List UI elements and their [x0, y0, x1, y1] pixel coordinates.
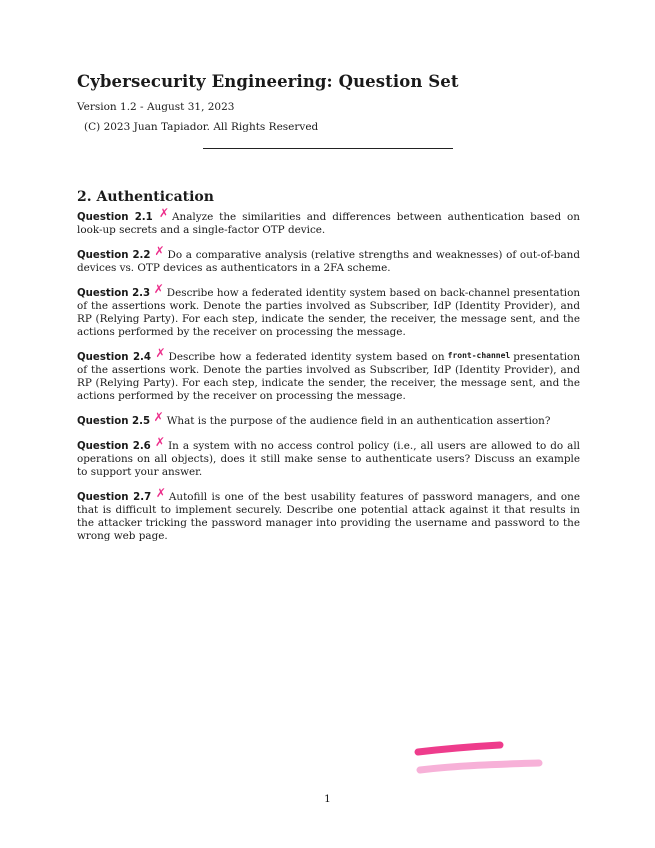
question-2-1 [77, 206, 581, 237]
x-mark-icon: ✗ [155, 346, 166, 360]
highlight-stroke-pink [418, 745, 500, 752]
question-label: Question 2.1 [77, 212, 159, 223]
document-title: Cybersecurity Engineering: Question Set [77, 72, 459, 91]
handwritten-insertion: front-channel [447, 351, 511, 360]
section-title: 2. Authentication [77, 189, 214, 205]
x-mark-icon: ✗ [154, 244, 165, 258]
question-label: Question 2.7 [77, 492, 156, 503]
question-list [77, 206, 581, 543]
page-number: 1 [324, 793, 331, 805]
question-label: Question 2.3 [77, 288, 154, 299]
question-text: Autofill is one of the best usability features of password managers, and one that is difficult to implement securely. Describe one potential attack against it that results in the attacker tricking the password manager into providing the username and password to the wrong web page. [77, 491, 580, 542]
highlighter-strokes [412, 738, 547, 778]
question-text: Analyze the similarities and differences between authentication based on look-up secrets and a single-factor OTP device. [77, 211, 581, 236]
highlight-stroke-light-pink [420, 763, 539, 770]
title-divider [203, 148, 453, 149]
copyright-line: (C) 2023 Juan Tapiador. All Rights Reserved [84, 121, 319, 133]
question-label: Question 2.2 [77, 250, 155, 261]
question-2-5 [77, 410, 580, 428]
x-mark-icon: ✗ [155, 435, 166, 449]
question-label: Question 2.4 [77, 352, 156, 363]
question-text: Describe how a federated identity system based on back-channel presentation of the assertions work. Denote the parties involved as Subscriber, IdP (Identity Provider), and RP (Relying Party). For each step, indicate the sender, the receiver, the message sent, and the actions performed by the receiver on processing the message. [77, 287, 581, 338]
question-2-2 [77, 244, 580, 275]
question-text: In a system with no access control policy (i.e., all users are allowed to do all operations on all objects), does it still make sense to authenticate users? Discuss an example to support your answer. [77, 440, 580, 478]
question-text: What is the purpose of the audience field in an authentication assertion? [166, 415, 551, 427]
x-mark-icon: ✗ [158, 206, 170, 220]
x-mark-icon: ✗ [153, 282, 164, 296]
question-2-6 [77, 435, 580, 479]
question-2-7 [77, 486, 580, 543]
x-mark-icon: ✗ [155, 486, 166, 500]
question-label: Question 2.6 [77, 441, 156, 452]
question-2-4 [77, 346, 581, 403]
question-text-continued: presentation of the assertions work. Denote the parties involved as Subscriber, IdP (Identity Provider), and RP (Relying Party). For each step, indicate the sender, the receiver, the message sent, and the actions performed by the receiver on processing the message. [77, 351, 581, 402]
question-text: Do a comparative analysis (relative strengths and weaknesses) of out-of-band devices vs. OTP devices as authenticators in a 2FA scheme. [77, 249, 580, 274]
version-line: Version 1.2 - August 31, 2023 [77, 101, 235, 113]
question-label: Question 2.5 [77, 416, 154, 427]
question-text: Describe how a federated identity system based on [168, 351, 445, 363]
question-2-3 [77, 282, 581, 339]
x-mark-icon: ✗ [153, 410, 164, 424]
